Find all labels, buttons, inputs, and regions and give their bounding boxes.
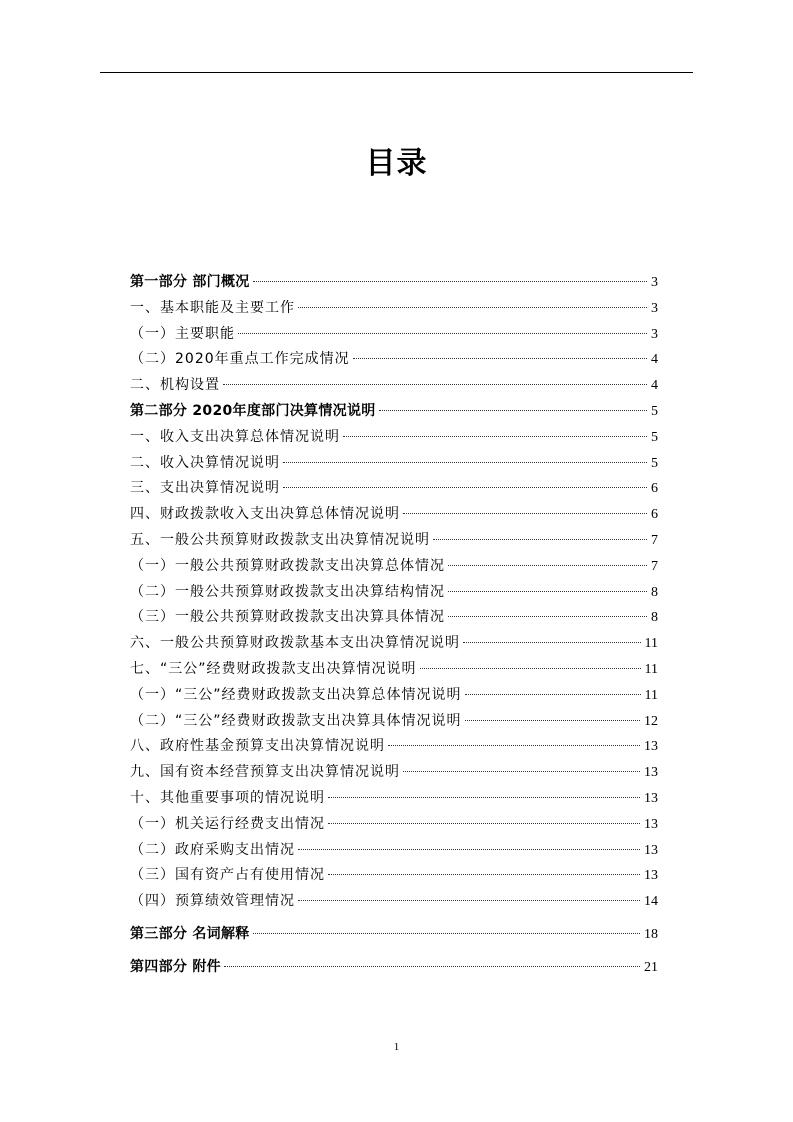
toc-entry[interactable]	[130, 786, 658, 812]
toc-dot-leader	[238, 333, 647, 334]
toc-dot-leader	[298, 849, 640, 850]
toc-entry-text: 九、国有资本经营预算支出决算情况说明	[130, 764, 400, 781]
toc-entry-text: 十、其他重要事项的情况说明	[130, 789, 325, 806]
toc-page-number: 5	[651, 429, 658, 445]
toc-page-number: 12	[644, 713, 658, 729]
toc-entry-text: 七、“三公”经费财政拨款支出决算情况说明	[130, 660, 417, 677]
toc-page-number: 4	[651, 352, 658, 368]
toc-page-number: 7	[651, 558, 658, 574]
toc-dot-leader	[283, 462, 647, 463]
toc-page-number: 13	[644, 790, 658, 806]
toc-entry[interactable]	[130, 838, 658, 864]
toc-dot-leader	[420, 668, 641, 669]
toc-entry-part-1[interactable]	[130, 270, 658, 296]
toc-dot-leader	[463, 642, 641, 643]
toc-entry-text: （一）主要职能	[130, 325, 235, 342]
header-rule	[100, 72, 693, 73]
toc-entry-text: （四）预算绩效管理情况	[130, 893, 295, 910]
toc-dot-leader	[448, 591, 647, 592]
toc-page-number: 14	[644, 894, 658, 910]
toc-dot-leader	[448, 565, 647, 566]
toc-page-number: 5	[651, 403, 658, 419]
toc-entry-text: 四、财政拨款收入支出决算总体情况说明	[130, 506, 400, 523]
toc-dot-leader	[328, 874, 640, 875]
toc-dot-leader	[253, 933, 640, 934]
toc-dot-leader	[465, 720, 640, 721]
toc-entry-text: 第二部分 2020年度部门决算情况说明	[130, 402, 376, 419]
toc-entry-part-2[interactable]	[130, 399, 658, 425]
toc-page-number: 3	[651, 300, 658, 316]
toc-page-number: 7	[651, 532, 658, 548]
toc-entry-text: 三、支出决算情况说明	[130, 480, 280, 497]
toc-page-number: 6	[651, 481, 658, 497]
toc-entry[interactable]	[130, 580, 658, 606]
toc-dot-leader	[328, 797, 640, 798]
toc-entry[interactable]	[130, 709, 658, 735]
toc-page-number: 8	[651, 584, 658, 600]
toc-entry-text: （一）机关运行经费支出情况	[130, 815, 325, 832]
toc-dot-leader	[465, 694, 641, 695]
toc-entry-text: 第三部分 名词解释	[130, 925, 250, 942]
toc-entry-text: （三）一般公共预算财政拨款支出决算具体情况	[130, 609, 445, 626]
toc-entry[interactable]	[130, 322, 658, 348]
toc-page-number: 8	[651, 610, 658, 626]
toc-entry[interactable]	[130, 373, 658, 399]
toc-entry[interactable]	[130, 657, 658, 683]
toc-entry[interactable]	[130, 605, 658, 631]
toc-entry[interactable]	[130, 347, 658, 373]
toc-entry-text: （三）国有资产占有使用情况	[130, 867, 325, 884]
toc-entry-text: （一）“三公”经费财政拨款支出决算总体情况说明	[130, 686, 462, 703]
toc-dot-leader	[379, 410, 647, 411]
toc-entry-part-3[interactable]	[130, 922, 658, 948]
toc-dot-leader	[448, 616, 647, 617]
toc-page-number: 21	[644, 959, 658, 975]
toc-entry-part-4[interactable]	[130, 955, 658, 981]
toc-entry[interactable]	[130, 528, 658, 554]
toc-entry[interactable]	[130, 683, 658, 709]
toc-entry-text: （二）2020年重点工作完成情况	[130, 351, 350, 368]
toc-entry[interactable]	[130, 502, 658, 528]
page-title: 目录	[365, 146, 428, 181]
toc-entry-text: 一、收入支出决算总体情况说明	[130, 428, 340, 445]
table-of-contents	[130, 270, 658, 981]
toc-page-number: 13	[644, 842, 658, 858]
toc-entry-text: 一、基本职能及主要工作	[130, 299, 295, 316]
toc-entry[interactable]	[130, 476, 658, 502]
toc-entry[interactable]	[130, 631, 658, 657]
toc-entry-text: （二）一般公共预算财政拨款支出决算结构情况	[130, 583, 445, 600]
toc-entry-text: 第四部分 附件	[130, 958, 221, 975]
toc-entry[interactable]	[130, 734, 658, 760]
toc-entry-text: （一）一般公共预算财政拨款支出决算总体情况	[130, 557, 445, 574]
toc-page-number: 11	[644, 636, 658, 652]
toc-entry[interactable]	[130, 863, 658, 889]
toc-page-number: 5	[651, 455, 658, 471]
toc-page-number: 3	[651, 275, 658, 290]
toc-dot-leader	[253, 281, 647, 282]
toc-entry-text: （二）政府采购支出情况	[130, 841, 295, 858]
toc-entry[interactable]	[130, 425, 658, 451]
toc-entry-text: 二、机构设置	[130, 377, 220, 394]
toc-dot-leader	[298, 307, 647, 308]
toc-dot-leader	[388, 745, 640, 746]
toc-entry-text: （二）“三公”经费财政拨款支出决算具体情况说明	[130, 712, 462, 729]
toc-entry[interactable]	[130, 889, 658, 915]
toc-entry[interactable]	[130, 451, 658, 477]
toc-page-number: 11	[644, 661, 658, 677]
toc-dot-leader	[353, 358, 647, 359]
toc-page-number: 3	[651, 326, 658, 342]
toc-page-number: 4	[651, 378, 658, 394]
toc-entry-text: 六、一般公共预算财政拨款基本支出决算情况说明	[130, 635, 460, 652]
toc-dot-leader	[403, 771, 640, 772]
toc-entry[interactable]	[130, 296, 658, 322]
toc-dot-leader	[343, 436, 647, 437]
toc-entry[interactable]	[130, 760, 658, 786]
toc-entry[interactable]	[130, 554, 658, 580]
toc-dot-leader	[328, 823, 640, 824]
toc-dot-leader	[433, 539, 647, 540]
toc-dot-leader	[223, 384, 647, 385]
toc-page-number: 11	[644, 687, 658, 703]
toc-dot-leader	[298, 900, 640, 901]
toc-dot-leader	[224, 966, 640, 967]
toc-page-number: 6	[651, 507, 658, 523]
toc-page-number: 13	[644, 816, 658, 832]
toc-page-number: 13	[644, 868, 658, 884]
toc-entry-text: 八、政府性基金预算支出决算情况说明	[130, 738, 385, 755]
footer-page-number: 1	[393, 1041, 400, 1053]
toc-page-number: 13	[644, 739, 658, 755]
toc-page-number: 18	[644, 926, 658, 942]
toc-page-number: 13	[644, 765, 658, 781]
toc-entry[interactable]	[130, 812, 658, 838]
toc-entry-text: 五、一般公共预算财政拨款支出决算情况说明	[130, 531, 430, 548]
toc-entry-text: 二、收入决算情况说明	[130, 454, 280, 471]
toc-entry-text: 第一部分 部门概况	[130, 274, 250, 290]
toc-dot-leader	[403, 513, 647, 514]
toc-dot-leader	[283, 487, 647, 488]
